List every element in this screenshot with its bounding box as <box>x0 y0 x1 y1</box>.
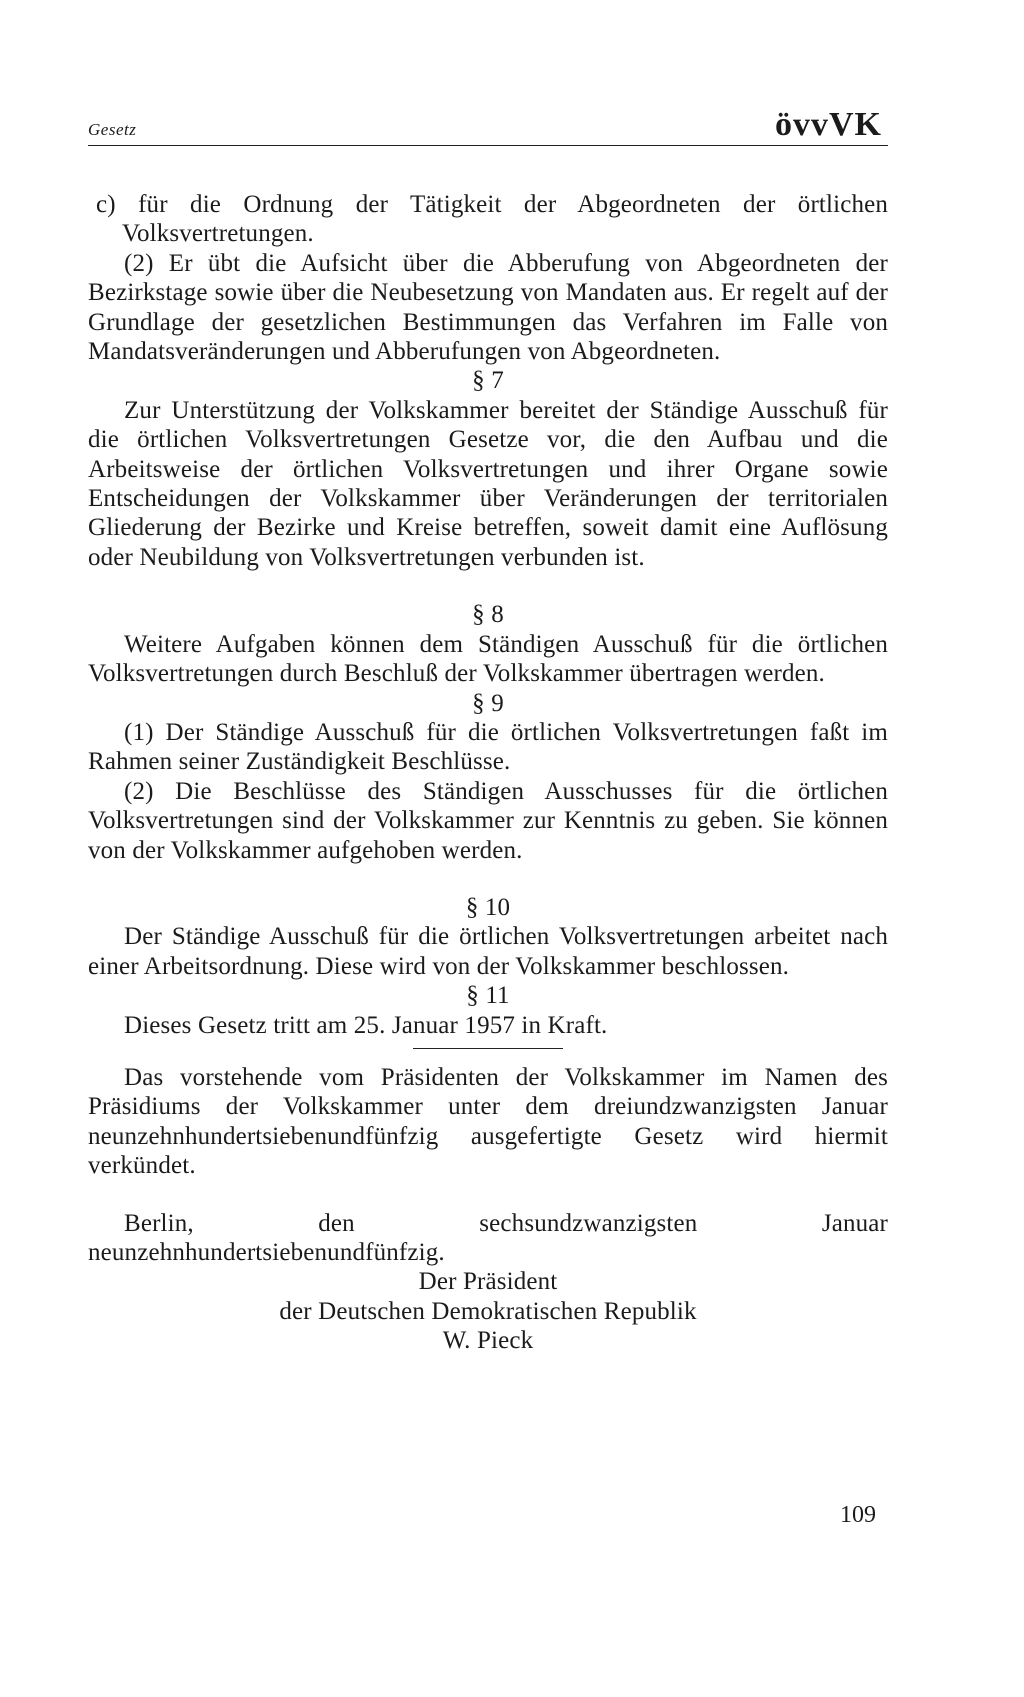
page-number: 109 <box>840 1502 876 1528</box>
section-text-8: Weitere Aufgaben können dem Ständigen Ausschuß für die örtlichen Volksvertretungen durch Beschluß der Volkskammer übertragen werden. <box>88 630 888 688</box>
section-heading-9: § 9 <box>472 689 504 717</box>
signature-name: W. Pieck <box>442 1327 534 1355</box>
place-date: Berlin, den sechsundzwanzigsten Januar neunzehnhundertsiebenundfünfzig. <box>88 1209 888 1266</box>
spacer <box>88 1181 888 1209</box>
header-source-mark: övvVK <box>775 106 882 143</box>
spacer <box>88 572 888 600</box>
running-header <box>88 102 888 146</box>
section-text-7: Zur Unterstützung der Volkskammer bereitet der Ständige Ausschuß für die örtlichen Volksvertretungen Gesetze vor, die den Aufbau und die Arbeitsweise der örtlichen Volksvertretungen und ihrer Organe sowie Entscheidungen der Volkskammer über Veränderungen der territorialen Gliederung der Bezirke und Kreise betreffen, soweit damit eine Auflösung oder Neubildung von Volksvertretungen verbunden ist. <box>88 396 888 571</box>
section-heading-8: § 8 <box>472 601 504 629</box>
paragraph-2: (2) Er übt die Aufsicht über die Abberufung von Abgeordneten der Bezirkstage sowie über die Neubesetzung von Mandaten aus. Er regelt auf der Grundlage der gesetzlichen Bestimmungen das Verfahren im Falle von Mandatsveränderungen und Abberufungen von Abgeordneten. <box>88 249 888 366</box>
section-text-9-1: (1) Der Ständige Ausschuß für die örtlichen Volksvertretungen faßt im Rahmen seiner Zuständigkeit Beschlüsse. <box>88 718 888 776</box>
paragraph-c: c) für die Ordnung der Tätigkeit der Abgeordneten der örtlichen Volksvertretungen. <box>96 191 888 248</box>
document-body <box>88 190 888 1356</box>
signature-title-1: Der Präsident <box>418 1268 558 1296</box>
separator-rule <box>413 1048 563 1049</box>
proclamation-text: Das vorstehende vom Präsidenten der Volkskammer im Namen des Präsidiums der Volkskammer unter dem dreiundzwanzigsten Januar neunzehnhundertsiebenundfünfzig ausgefertigte Gesetz wird hiermit verkündet. <box>88 1063 888 1180</box>
section-heading-10: § 10 <box>465 893 511 921</box>
header-rule <box>88 145 888 146</box>
section-heading-11: § 11 <box>466 982 510 1010</box>
section-text-10: Der Ständige Ausschuß für die örtlichen Volksvertretungen arbeitet nach einer Arbeitsordnung. Diese wird von der Volkskammer beschlossen. <box>88 923 888 980</box>
section-text-9-2: (2) Die Beschlüsse des Ständigen Ausschusses für die örtlichen Volksvertretungen sind der Volkskammer zur Kenntnis zu geben. Sie können von der Volkskammer aufgehoben werden. <box>88 777 888 864</box>
section-heading-7: § 7 <box>472 367 504 395</box>
spacer <box>88 865 888 893</box>
header-section-title: Gesetz <box>88 120 137 139</box>
signature-title-2: der Deutschen Demokratischen Republik <box>279 1297 697 1325</box>
section-text-11: Dieses Gesetz tritt am 25. Januar 1957 in Kraft. <box>124 1011 608 1039</box>
